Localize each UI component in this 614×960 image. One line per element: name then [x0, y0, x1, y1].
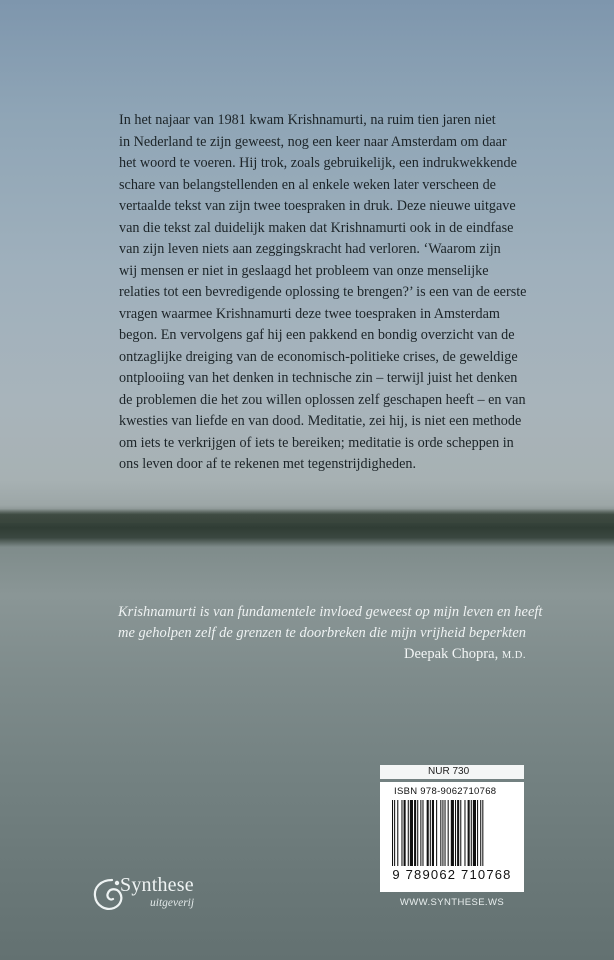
- barcode-number: 9 789062 710768: [392, 867, 512, 882]
- blurb-line: het woord te voeren. Hij trok, zoals gebruikelijk, een indrukwekkende: [119, 155, 517, 171]
- blurb-line: vragen waarmee Krishnamurti deze twee toespraken in Amsterdam: [119, 305, 500, 322]
- blurb-line: van zijn leven niets aan zeggingskracht had verloren. ‘Waarom zijn: [119, 241, 501, 257]
- blurb-line: ontplooiing van het denken in technische zin – terwijl juist het denken: [119, 370, 518, 386]
- quote-line: Krishnamurti is van fundamentele invloed geweest op mijn leven en heeft: [118, 604, 543, 620]
- publisher-subtitle: uitgeverij: [150, 897, 195, 909]
- blurb-line: schare van belangstellenden en al enkele weken later verscheen de: [119, 176, 496, 193]
- blurb-line: ontzaglijke dreiging van de economisch-politieke crises, de geweldige: [119, 348, 518, 365]
- blurb-line: kwesties van liefde en van dood. Meditatie, zei hij, is niet een methode: [119, 413, 522, 429]
- horizon-landstrip: [0, 505, 614, 523]
- endorsement-quote: [118, 602, 558, 644]
- publisher-name: Synthese: [120, 874, 194, 896]
- barcode-panel: [380, 782, 524, 892]
- blurb-line: wij mensen er niet in geslaagd het probleem van onze menselijke: [119, 262, 489, 279]
- blurb-line: om iets te verkrijgen of iets te bereiken; meditatie is orde scheppen in: [119, 434, 514, 451]
- blurb-line: de problemen die het zou willen oplossen zelf geschapen heeft – en van: [119, 391, 526, 408]
- blurb-line: ons leven door af te rekenen met tegenstrijdigheden.: [119, 456, 417, 472]
- blurb-line: begon. En vervolgens gaf hij een pakkend en bondig overzicht van de: [119, 327, 515, 343]
- quote-line: me geholpen zelf de grenzen te doorbreken die mijn vrijheid beperkten: [118, 625, 527, 641]
- publisher-website: WWW.SYNTHESE.WS: [399, 897, 505, 908]
- publisher-logo: [90, 872, 240, 916]
- blurb-line: In het najaar van 1981 kwam Krishnamurti, na ruim tien jaren niet: [119, 112, 496, 128]
- barcode-image: [392, 800, 514, 866]
- quote-author: Deepak Chopra,: [403, 646, 499, 662]
- blurb-line: in Nederland te zijn geweest, nog een keer naar Amsterdam om daar: [119, 133, 507, 150]
- isbn-label: ISBN 978-9062710768: [394, 786, 497, 797]
- nur-code: NUR 730: [380, 765, 524, 779]
- quote-attribution: [330, 646, 526, 663]
- blurb-line: relaties tot een bevredigende oplossing te brengen?’ is een van de eerste: [119, 284, 527, 300]
- blurb-line: vertaalde tekst van zijn twee toespraken in druk. Deze nieuwe uitgave: [119, 198, 516, 214]
- blurb-text: [119, 110, 589, 476]
- blurb-line: van die tekst zal duidelijk maken dat Krishnamurti ook in de eindfase: [119, 219, 514, 236]
- quote-author-title: M.D.: [501, 650, 526, 661]
